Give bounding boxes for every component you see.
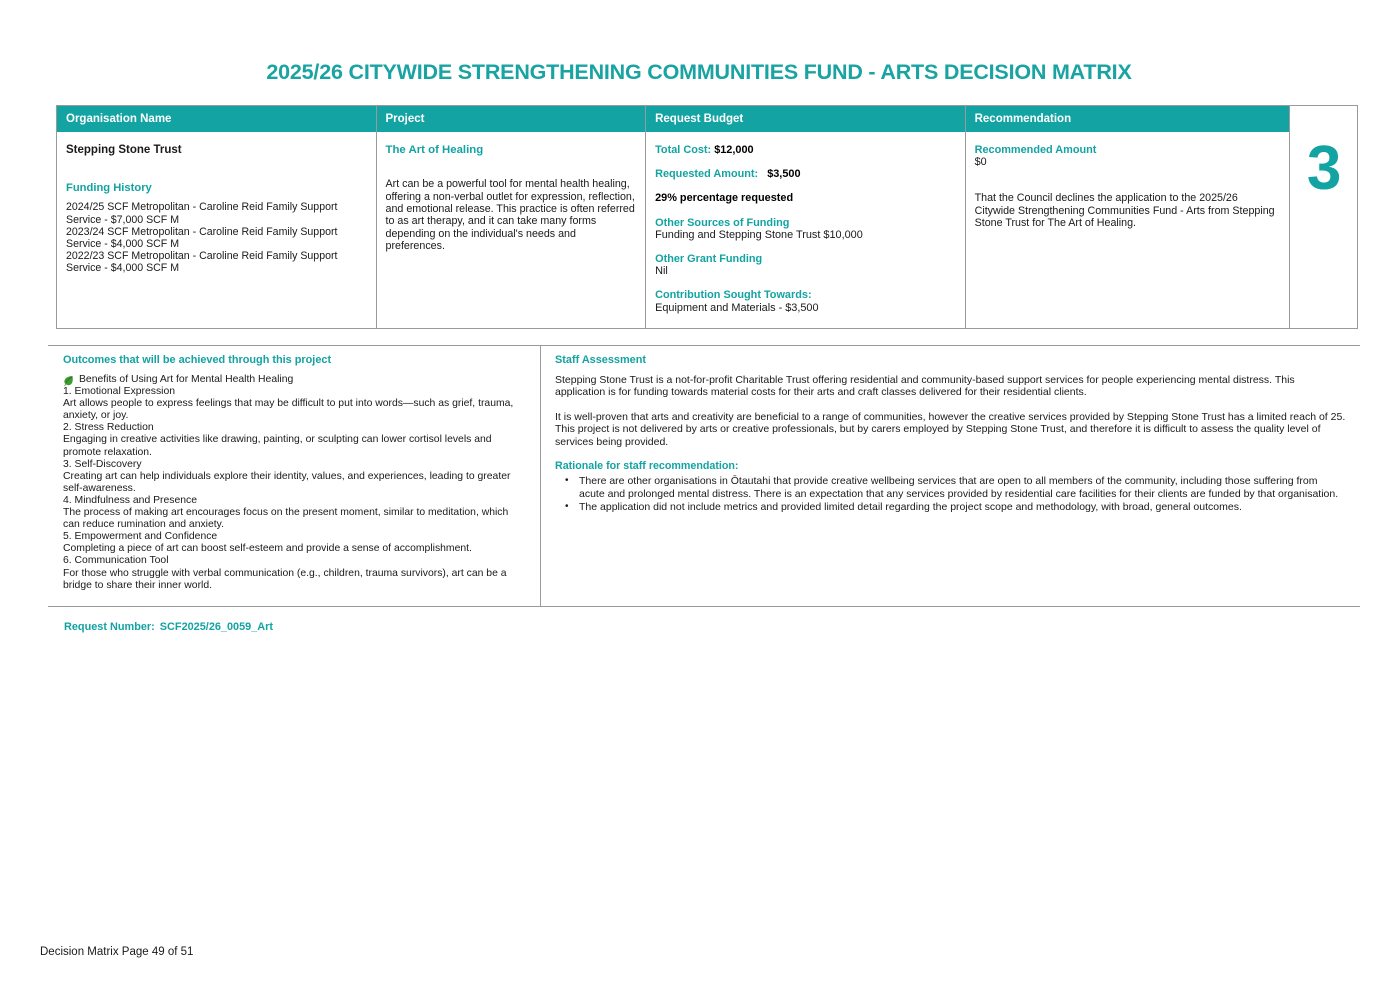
requested-amount-row [655,168,956,180]
staff-assessment-body [555,374,1346,514]
outcome-item: 2. Stress Reduction [63,422,154,434]
page-footer: Decision Matrix Page 49 of 51 [40,946,194,958]
rationale-point: • There are other organisations in Ōtautahi that provide creative wellbeing services that are open to all members of the community, including those suffering from acute and prolonged mental distress. There is an expectation that any services provided by residential care facilities for their clients are funded by that organisation. [577,475,1346,500]
outcome-item: For those who struggle with verbal communication (e.g., children, trauma survivors), art can be a bridge to share their inner world. [63,567,507,591]
outcome-item: The process of making art encourages focus on the present moment, similar to meditation, which can reduce rumination and anxiety. [63,507,509,531]
contribution-row [655,289,956,313]
outcome-item: 3. Self-Discovery [63,458,142,470]
column-request-budget [646,106,966,328]
leaf-icon [63,375,74,386]
requested-amount-label: Requested Amount: [655,168,759,181]
detail-section [48,345,1360,607]
header-rank [1290,106,1357,132]
staff-assessment-title: Staff Assessment [555,354,646,366]
request-number-value: SCF2025/26_0059_Art [159,621,274,633]
cell-request-budget [646,132,965,328]
assessment-paragraph: It is well-proven that arts and creativity are beneficial to a range of communities, however the creative services provided by Stepping Stone Trust has a limited reach of 25. This project is not delivered by arts or creative professionals, but by carers employed by Stepping Stone Trust, and therefore it is difficult to assess the quality level of services being provided. [555,410,1346,448]
page-title: 2025/26 CITYWIDE STRENGTHENING COMMUNITIES FUND - ARTS DECISION MATRIX [266,60,1132,84]
contribution-label: Contribution Sought Towards: [655,289,812,302]
contribution-value: Equipment and Materials - $3,500 [655,301,819,314]
decision-matrix-table [56,105,1358,329]
outcomes-panel [48,346,541,606]
outcomes-title: Outcomes that will be achieved through this project [63,354,332,366]
outcome-item: 4. Mindfulness and Presence [63,494,198,506]
header-project: Project [377,106,646,132]
project-title: The Art of Healing [385,144,484,156]
recommended-amount-label: Recommended Amount [974,144,1097,156]
header-organisation-name: Organisation Name [57,106,376,132]
rationale-title: Rationale for staff recommendation: [555,460,739,473]
requested-amount-value: $3,500 [767,168,801,181]
assessment-paragraph: Stepping Stone Trust is a not-for-profit Charitable Trust offering residential and community-based support services for people experiencing mental distress. This application is for funding towards material costs for their arts and craft classes delivered for their residential clients. [555,374,1295,399]
column-project [377,106,647,328]
funding-history-entry: 2023/24 SCF Metropolitan - Caroline Reid Family Support Service - $4,000 SCF M [66,225,338,251]
column-rank [1290,106,1357,328]
other-sources-value: Funding and Stepping Stone Trust $10,000 [655,228,863,241]
other-grant-value: Nil [655,265,668,278]
outcomes-body [63,374,526,592]
total-cost-row [655,144,956,156]
outcome-item: 6. Communication Tool [63,555,169,567]
project-description: Art can be a powerful tool for mental health healing, offering a non-verbal outlet for expression, reflection, and emotional release. This practice is often referred to as art therapy, and it can take many forms depending on the individual's needs and preferences. [385,178,635,253]
percentage-requested: 29% percentage requested [655,192,794,205]
header-request-budget: Request Budget [646,106,965,132]
outcomes-heading-row [63,374,526,386]
recommendation-text: That the Council declines the application to the 2025/26 Citywide Strengthening Communities Fund - Arts from Stepping Stone Trust for The Art of Healing. [974,192,1275,230]
outcome-item: 1. Emotional Expression [63,386,176,398]
column-recommendation [966,106,1291,328]
outcome-item: Completing a piece of art can boost self-esteem and provide a sense of accomplishment. [63,543,472,555]
cell-rank [1290,132,1357,328]
funding-history-entry: 2022/23 SCF Metropolitan - Caroline Reid Family Support Service - $4,000 SCF M [66,250,338,275]
outcome-item: Art allows people to express feelings that may be difficult to put into words—such as grief, trauma, anxiety, or joy. [63,398,514,422]
funding-history-label: Funding History [66,182,152,195]
rationale-list [555,475,1346,513]
other-sources-row [655,217,956,241]
other-sources-label: Other Sources of Funding [655,216,790,229]
other-grant-label: Other Grant Funding [655,253,763,266]
outcome-item: Creating art can help individuals explore their identity, values, and experiences, leading to greater self-awareness. [63,470,511,494]
cell-recommendation [966,132,1290,328]
cell-project [377,132,646,328]
outcome-item: Engaging in creative activities like drawing, painting, or sculpting can lower cortisol levels and promote relaxation. [63,434,492,458]
organisation-name: Stepping Stone Trust [66,144,182,156]
header-recommendation: Recommendation [966,106,1290,132]
other-grant-row [655,253,956,277]
total-cost-label: Total Cost: [655,144,712,156]
request-number [64,621,273,633]
cell-organisation [57,132,376,328]
outcomes-heading: Benefits of Using Art for Mental Health Healing [79,374,294,385]
recommended-amount-value: $0 [974,156,987,169]
total-cost-value: $12,000 [714,144,754,156]
funding-history-entry: 2024/25 SCF Metropolitan - Caroline Reid Family Support Service - $7,000 SCF M [66,201,338,226]
rationale-point: • The application did not include metrics and provided limited detail regarding the project scope and methodology, with broad, general outcomes. [577,501,1346,513]
outcome-item: 5. Empowerment and Confidence [63,531,218,543]
column-organisation [57,106,377,328]
staff-assessment-panel [541,346,1360,606]
request-number-label: Request Number: [64,621,155,633]
rank-number: 3 [1306,134,1341,203]
